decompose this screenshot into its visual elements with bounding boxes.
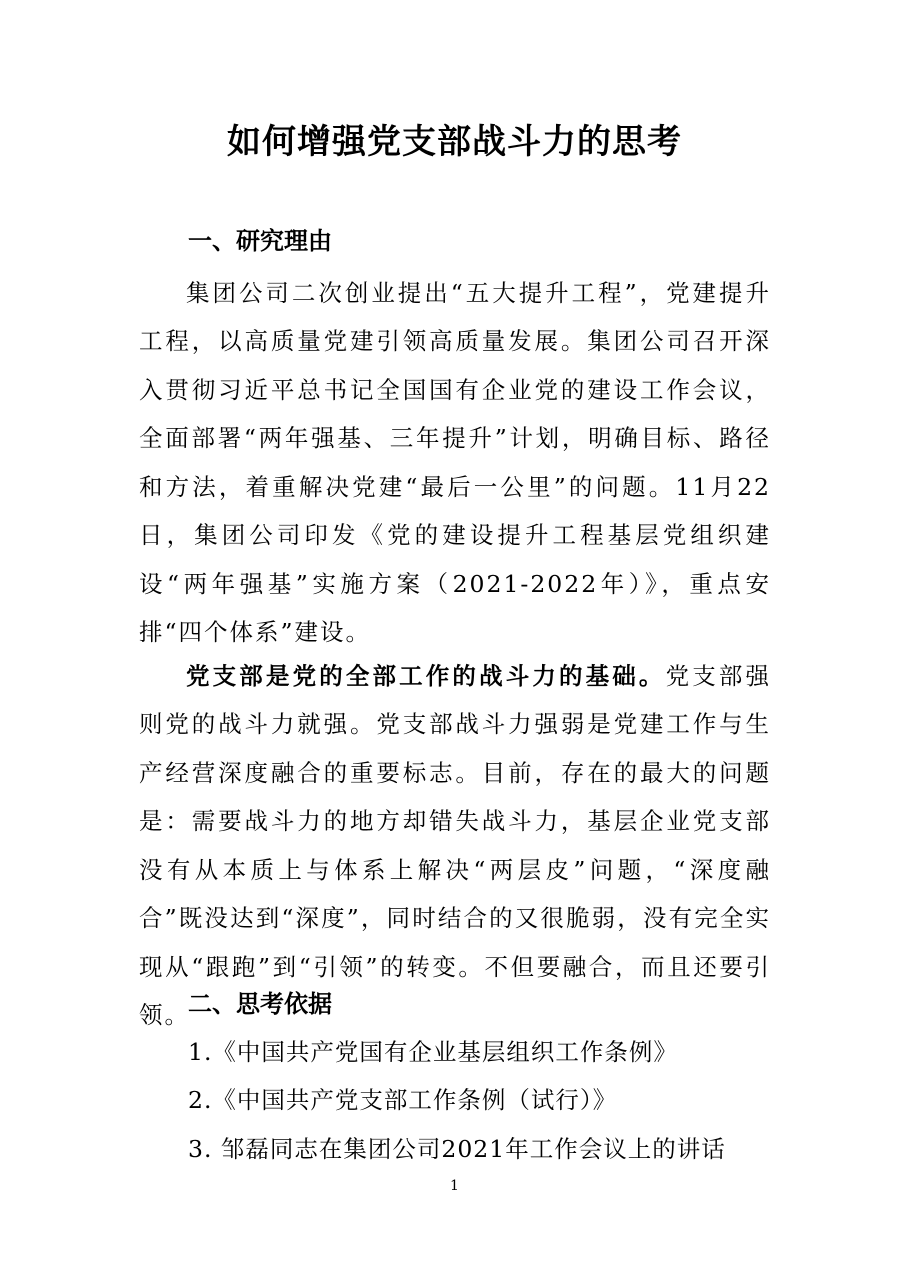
reference-item: 1.《中国共产党国有企业基层组织工作条例》 (188, 1038, 678, 1066)
section-heading-research-reason: 一、研究理由 (188, 227, 332, 255)
paragraph-body: 党支部强则党的战斗力就强。党支部战斗力强弱是党建工作与生产经营深度融合的重要标志。目前，存在的最大的问题是：需要战斗力的地方却错失战斗力，基层企业党支部没有从本质上与体系上解决“两层皮”问题，“深度融合”既没达到“深度”，同时结合的又很脆弱，没有完全实现从“跟跑”到“引领”的转变。不但要融合，而且还要引领。 (139, 661, 772, 1029)
paragraph-emphasis: 党支部是党的全部工作的战斗力的基础。 (186, 661, 666, 690)
paragraph-background: 集团公司二次创业提出“五大提升工程”，党建提升工程，以高质量党建引领高质量发展。集团公司召开深入贯彻习近平总书记全国国有企业党的建设工作会议，全面部署“两年强基、三年提升”计划，明确目标、路径和方法，着重解决党建“最后一公里”的问题。11月22日，集团公司印发《党的建设提升工程基层党组织建设“两年强基”实施方案（2021-2022年）》，重点安排“四个体系”建设。 (139, 278, 771, 646)
page-number: 1 (450, 1178, 459, 1194)
document-title: 如何增强党支部战斗力的思考 (227, 122, 682, 162)
reference-item: 3. 邹磊同志在集团公司2021年工作会议上的讲话 (188, 1135, 726, 1163)
section-heading-thinking-basis: 二、思考依据 (188, 990, 332, 1018)
reference-item: 2.《中国共产党支部工作条例（试行）》 (188, 1086, 618, 1114)
paragraph-branch-role (139, 652, 771, 1040)
